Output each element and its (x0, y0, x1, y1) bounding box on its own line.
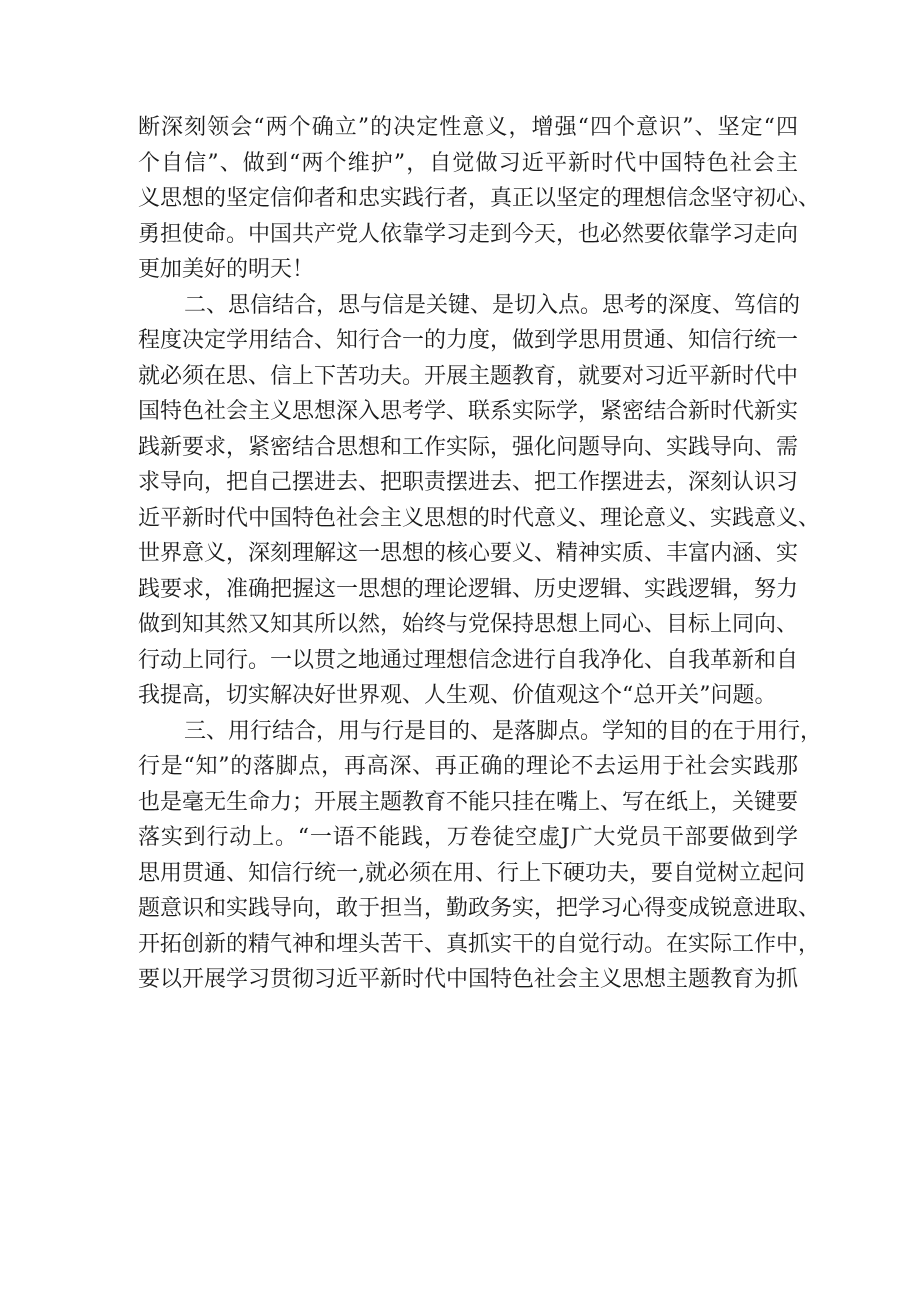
text-line: 题意识和实践导向，敢于担当，勤政务实，把学习心得变成锐意进取、 (138, 896, 821, 921)
text-line: 断深刻领会“两个确立”的决定性意义，增强“四个意识”、坚定“四 (138, 115, 798, 140)
text-line: 近平新时代中国特色社会主义思想的时代意义、理论意义、实践意义、 (138, 505, 821, 531)
paragraph-3 (138, 714, 823, 998)
text-line: 国特色社会主义思想深入思考学、联系实际学，紧密结合新时代新实 (138, 399, 799, 424)
text-line: 践新要求，紧密结合思想和工作实际，强化问题导向、实践导向、需 (138, 434, 799, 460)
text-line: 求导向，把自己摆进去、把职责摆进去、把工作摆进去，深刻认识习 (138, 470, 799, 495)
text-line: 义思想的坚定信仰者和忠实践行者，真正以坚定的理想信念坚守初心、 (138, 186, 821, 211)
text-line: 我提高，切实解决好世界观、人生观、价值观这个“总开关”问题。 (138, 683, 777, 708)
text-line: 行动上同行。一以贯之地通过理想信念进行自我净化、自我革新和自 (138, 647, 799, 673)
text-line: 三、用行结合，用与行是目的、是落脚点。学知的目的在于用行， (184, 718, 823, 744)
text-line: 就必须在思、信上下苦功夫。开展主题教育，就要对习近平新时代中 (138, 363, 799, 389)
text-line: 也是毫无生命力；开展主题教育不能只挂在嘴上、写在纸上，关键要 (138, 789, 799, 815)
document-body (138, 110, 823, 998)
text-line: 要以开展学习贯彻习近平新时代中国特色社会主义思想主题教育为抓 (138, 967, 799, 992)
text-line: 行是“知”的落脚点，再高深、再正确的理论不去运用于社会实践那 (138, 754, 798, 779)
text-line: 思用贯通、知信行统一,就必须在用、行上下硬功夫，要自觉树立起问 (138, 860, 805, 886)
text-line: 落实到行动上。“一语不能践，万卷徒空虚J广大党员干部要做到学 (138, 825, 798, 850)
text-line: 做到知其然又知其所以然，始终与党保持思想上同心、目标上同向、 (138, 612, 799, 637)
text-line: 二、思信结合，思与信是关键、是切入点。思考的深度、笃信的 (184, 292, 801, 318)
text-line: 个自信”、做到“两个维护”，自觉做习近平新时代中国特色社会主 (138, 150, 798, 176)
paragraph-1 (138, 110, 821, 288)
text-line: 更加美好的明天！ (138, 257, 315, 282)
text-line: 勇担使命。中国共产党人依靠学习走到今天，也必然要依靠学习走向 (138, 221, 799, 247)
text-line: 世界意义，深刻理解这一思想的核心要义、精神实质、丰富内涵、实 (138, 541, 799, 566)
text-line: 践要求，准确把握这一思想的理论逻辑、历史逻辑、实践逻辑，努力 (138, 576, 799, 602)
text-line: 程度决定学用结合、知行合一的力度，做到学思用贯通、知信行统一 (138, 328, 799, 353)
text-line: 开拓创新的精气神和埋头苦干、真抓实干的自觉行动。在实际工作中， (138, 931, 821, 957)
paragraph-2 (138, 288, 821, 714)
